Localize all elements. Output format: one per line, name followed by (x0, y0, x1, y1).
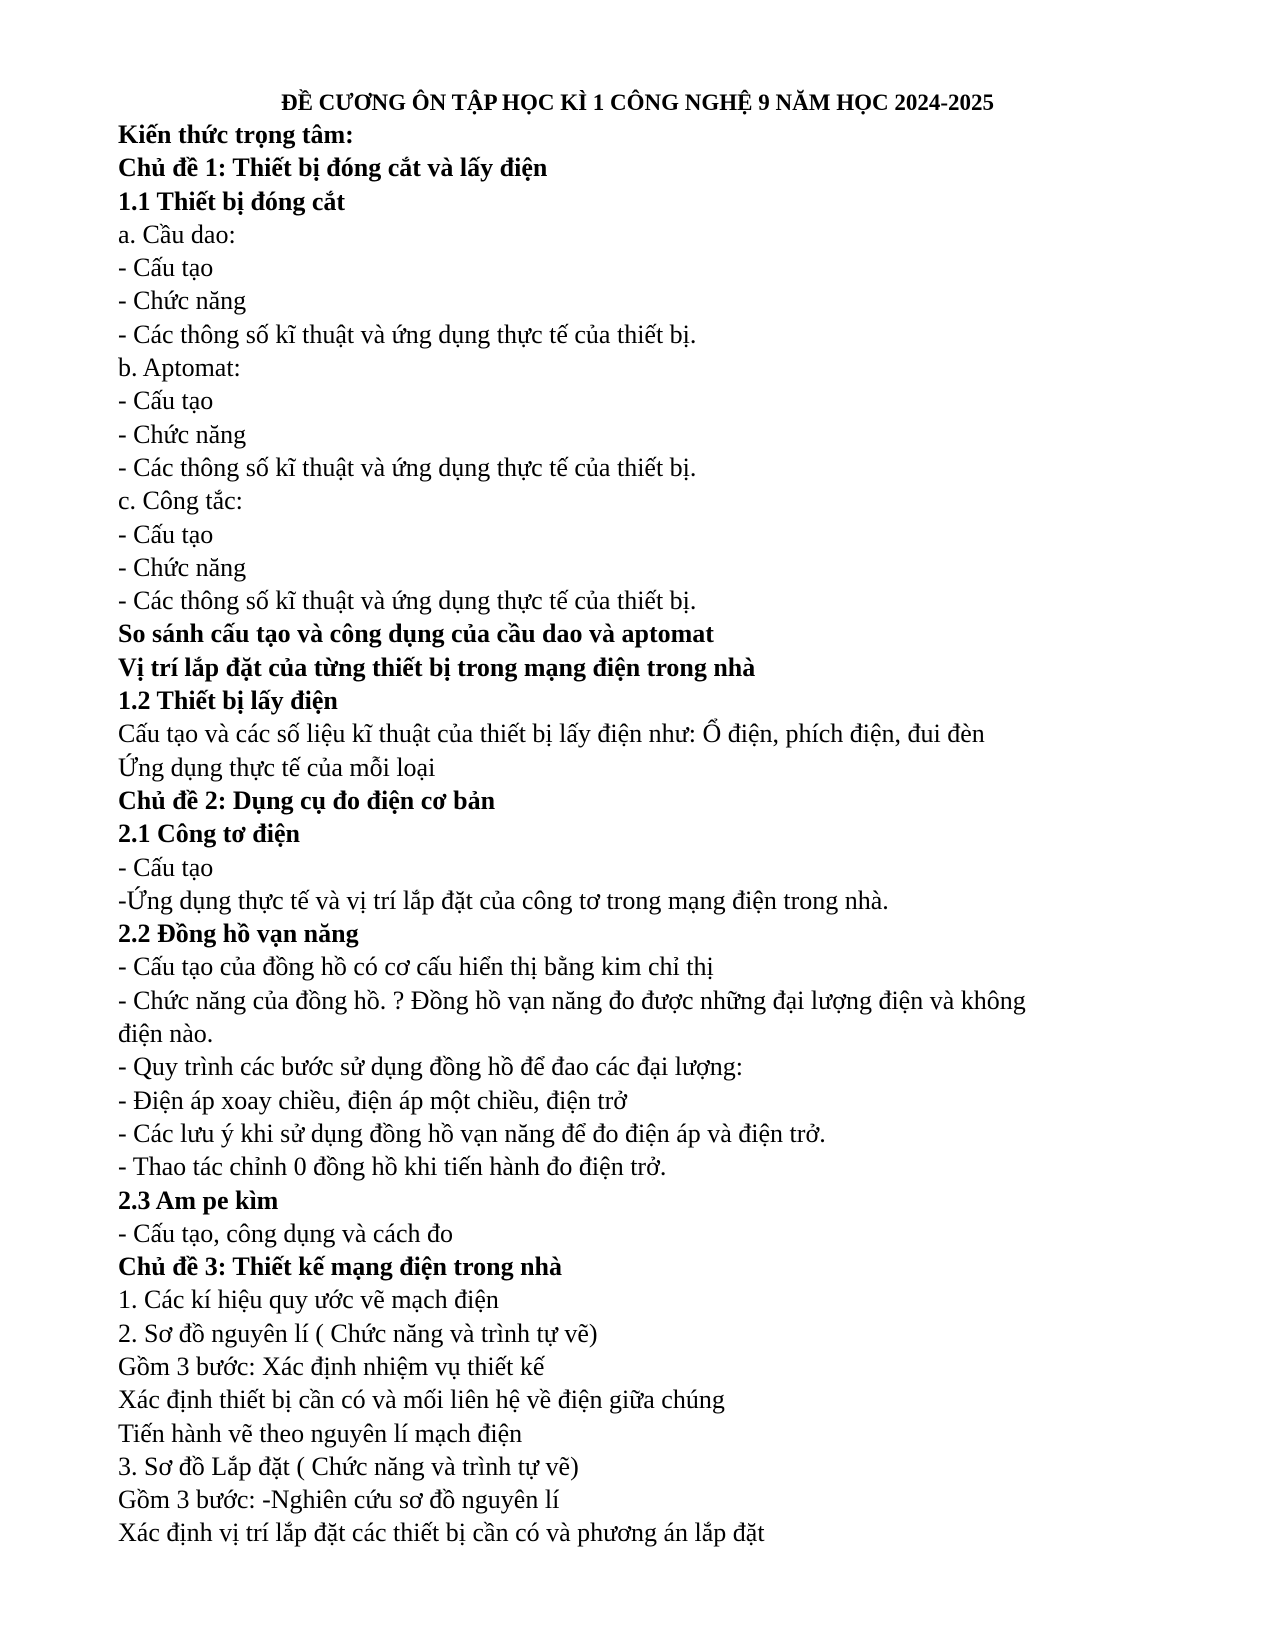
text-line: - Cấu tạo (118, 852, 214, 882)
text-line: - Các thông số kĩ thuật và ứng dụng thực tế của thiết bị. (118, 586, 697, 616)
text-line: - Chức năng (118, 552, 247, 582)
text-line: - Chức năng của đồng hồ. ? Đồng hồ vạn năng đo được những đại lượng điện và không (118, 985, 1026, 1015)
text-line: Tiến hành vẽ theo nguyên lí mạch điện (118, 1418, 523, 1448)
text-line: 1. Các kí hiệu quy ước vẽ mạch điện (118, 1285, 499, 1315)
heading-line: Kiến thức trọng tâm: (118, 120, 354, 149)
heading-line: Chủ đề 1: Thiết bị đóng cắt và lấy điện (118, 153, 548, 183)
text-line: b. Aptomat: (118, 353, 241, 383)
text-line: điện nào. (118, 1019, 214, 1049)
text-line: - Cấu tạo, công dụng và cách đo (118, 1218, 454, 1248)
text-line: - Điện áp xoay chiều, điện áp một chiều, điện trở (118, 1085, 628, 1115)
text-line: - Các lưu ý khi sử dụng đồng hồ vạn năng để đo điện áp và điện trở. (118, 1118, 826, 1148)
text-line: - Thao tác chỉnh 0 đồng hồ khi tiến hành đo điện trở. (118, 1152, 667, 1182)
text-line: 2. Sơ đồ nguyên lí ( Chức năng và trình tự vẽ) (118, 1318, 598, 1348)
text-line: - Cấu tạo (118, 519, 214, 549)
heading-line: 2.2 Đồng hồ vạn năng (118, 919, 359, 949)
text-line: -Ứng dụng thực tế và vị trí lắp đặt của công tơ trong mạng điện trong nhà. (118, 885, 889, 915)
text-line: - Cấu tạo (118, 386, 214, 416)
text-line: - Quy trình các bước sử dụng đồng hồ để đao các đại lượng: (118, 1052, 744, 1082)
text-line: - Cấu tạo (118, 253, 214, 283)
text-line: - Chức năng (118, 286, 247, 316)
text-line: 3. Sơ đồ Lắp đặt ( Chức năng và trình tự vẽ) (118, 1451, 579, 1481)
text-line: - Cấu tạo của đồng hồ có cơ cấu hiển thị bằng kim chỉ thị (118, 952, 714, 982)
text-line: Gồm 3 bước: -Nghiên cứu sơ đồ nguyên lí (118, 1485, 560, 1515)
text-line: - Các thông số kĩ thuật và ứng dụng thực tế của thiết bị. (118, 319, 697, 349)
text-line: Xác định thiết bị cần có và mối liên hệ về điện giữa chúng (118, 1385, 725, 1415)
heading-line: 2.1 Công tơ điện (118, 819, 300, 849)
text-line: a. Cầu dao: (118, 219, 236, 249)
text-line: Cấu tạo và các số liệu kĩ thuật của thiết bị lấy điện như: Ổ điện, phích điện, đui đèn (118, 719, 985, 749)
text-line: Xác định vị trí lắp đặt các thiết bị cần có và phương án lắp đặt (118, 1518, 765, 1548)
text-line: Gồm 3 bước: Xác định nhiệm vụ thiết kế (118, 1351, 545, 1381)
heading-line: Chủ đề 3: Thiết kế mạng điện trong nhà (118, 1252, 563, 1282)
heading-line: So sánh cấu tạo và công dụng của cầu dao và aptomat (118, 619, 714, 649)
text-line: - Chức năng (118, 419, 247, 449)
heading-line: 1.1 Thiết bị đóng cắt (118, 186, 346, 216)
heading-line: Chủ đề 2: Dụng cụ đo điện cơ bản (118, 785, 496, 815)
text-line: c. Công tắc: (118, 486, 243, 516)
heading-line: 1.2 Thiết bị lấy điện (118, 686, 338, 716)
document-body (118, 118, 1178, 1550)
document-title: ĐỀ CƯƠNG ÔN TẬP HỌC KÌ 1 CÔNG NGHỆ 9 NĂM HỌC 2024-2025 (280, 90, 994, 115)
heading-line: Vị trí lắp đặt của từng thiết bị trong mạng điện trong nhà (118, 652, 756, 682)
text-line: - Các thông số kĩ thuật và ứng dụng thực tế của thiết bị. (118, 452, 697, 482)
text-line: Ứng dụng thực tế của mỗi loại (118, 752, 436, 782)
heading-line: 2.3 Am pe kìm (118, 1185, 279, 1215)
